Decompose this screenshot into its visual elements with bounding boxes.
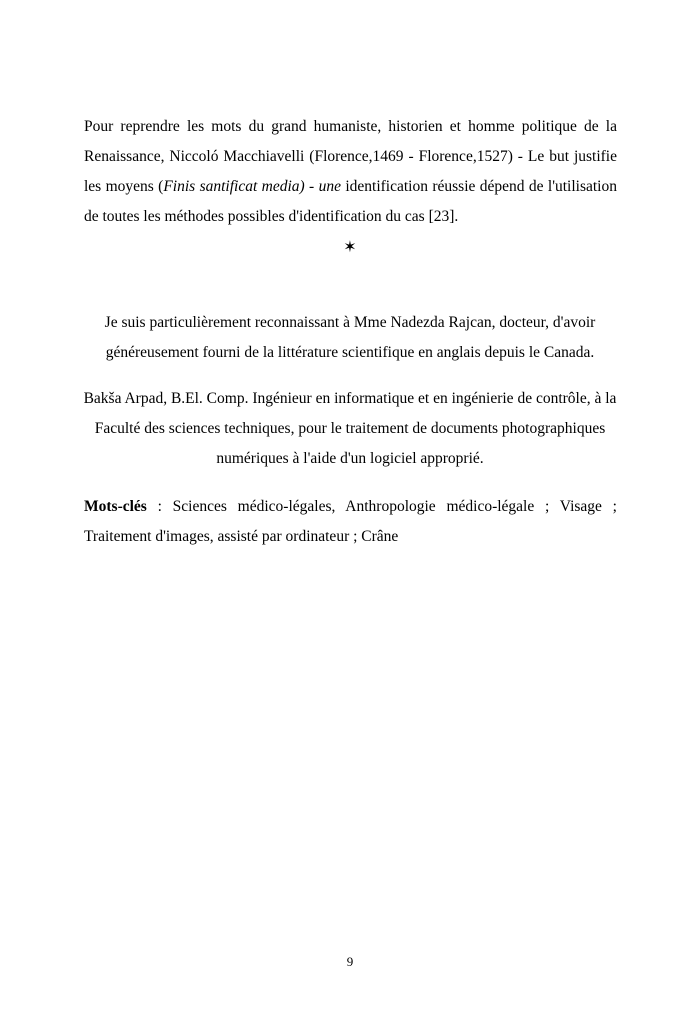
keywords-paragraph <box>84 492 617 552</box>
keywords-label: Mots-clés <box>84 497 147 515</box>
keywords-text: : Sciences médico-légales, Anthropologie médico-légale ; Visage ; Traitement d'images, assisté par ordinateur ; Crâne <box>84 497 617 545</box>
intro-text-end: identification réussie dépend de l'utilisation de toutes les méthodes possibles d'identification du cas [23]. <box>84 177 617 225</box>
intro-latin-quote: Finis santificat media) - une <box>163 177 341 195</box>
acknowledgment-paragraph-1: Je suis particulièrement reconnaissant à Mme Nadezda Rajcan, docteur, d'avoir généreusement fourni de la littérature scientifique en anglais depuis le Canada. <box>104 313 596 361</box>
intro-text-start: Pour reprendre les mots du grand humaniste, historien et homme politique de la Renaissance, Niccoló Macchiavelli (Florence,1469 - Florence,1527) - Le but justifie les moyens ( <box>84 117 617 195</box>
page-number: 9 <box>346 954 354 969</box>
acknowledgment-paragraph-2: Bakša Arpad, B.El. Comp. Ingénieur en informatique et en ingénierie de contrôle, à la Faculté des sciences techniques, pour le traitement de documents photographiques numériques à l'aide d'un logiciel approprié. <box>83 389 617 467</box>
intro-paragraph <box>84 112 617 232</box>
section-separator-star-icon: ✶ <box>343 239 357 256</box>
